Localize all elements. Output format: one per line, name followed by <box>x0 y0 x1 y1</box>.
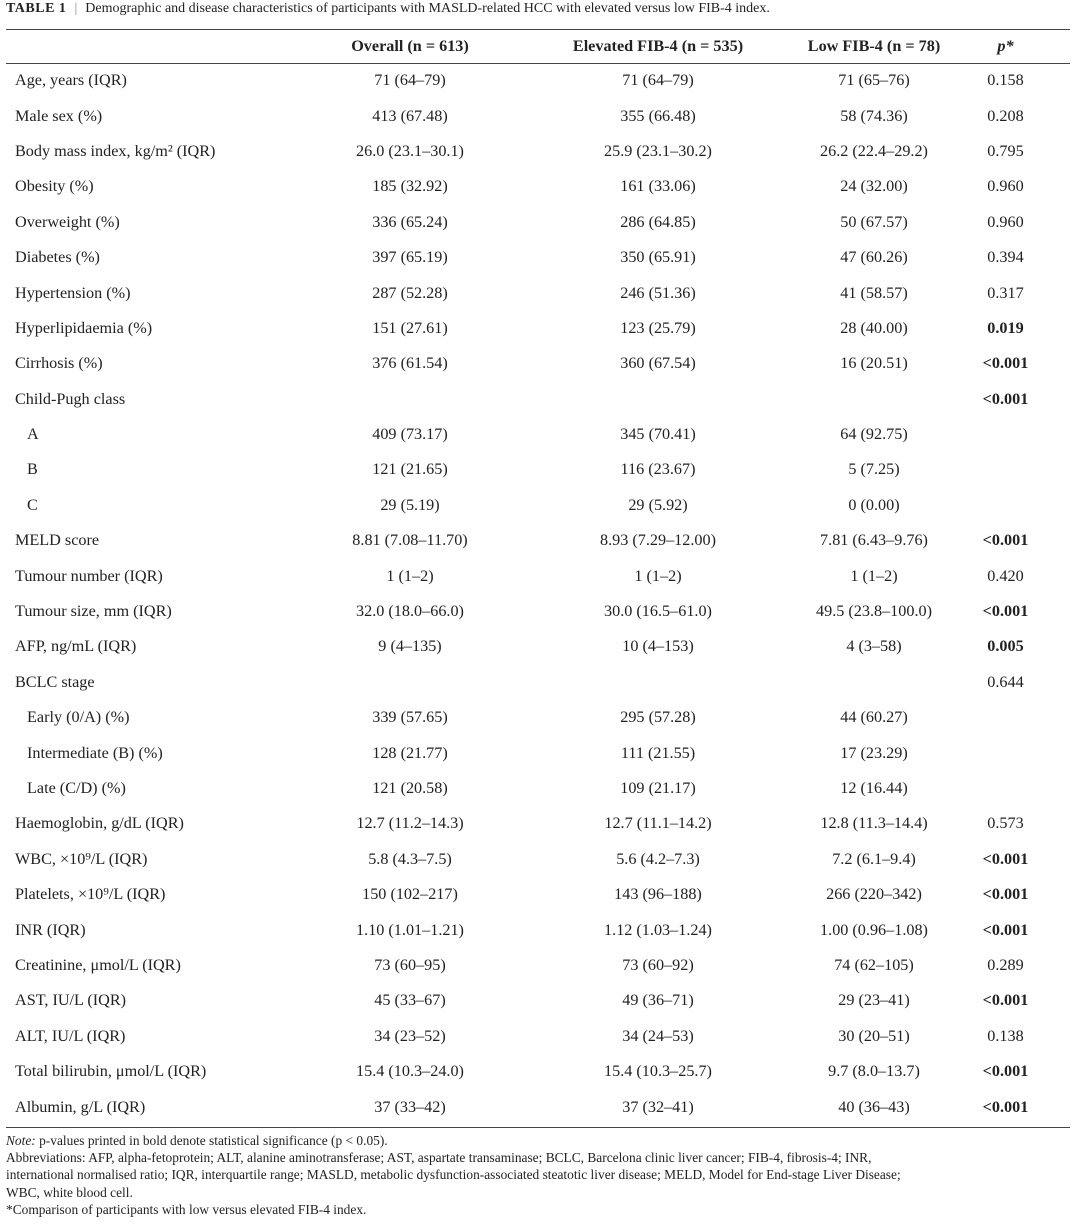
cell-low-fib4: 64 (92.75) <box>840 425 908 444</box>
cell-overall: 287 (52.28) <box>372 283 448 302</box>
row-label: Platelets, ×10⁹/L (IQR) <box>15 885 166 904</box>
cell-elevated-fib4: 355 (66.48) <box>620 106 696 125</box>
cell-overall: 413 (67.48) <box>372 106 448 125</box>
cell-overall: 8.81 (7.08–11.70) <box>352 531 468 550</box>
cell-low-fib4: 16 (20.51) <box>840 354 908 373</box>
table-row <box>6 735 1070 770</box>
table-row <box>6 877 1070 912</box>
cell-low-fib4: 12 (16.44) <box>840 779 908 797</box>
cell-overall: 121 (21.65) <box>372 460 448 479</box>
row-label: B <box>27 460 38 479</box>
table-row <box>6 771 1070 806</box>
table-row <box>6 452 1070 487</box>
row-label: INR (IQR) <box>15 920 86 939</box>
cell-elevated-fib4: 286 (64.85) <box>620 212 696 231</box>
row-label: A <box>27 425 39 444</box>
cell-low-fib4: 4 (3–58) <box>846 637 902 656</box>
header-overall: Overall (n = 613) <box>351 37 469 55</box>
cell-elevated-fib4: 295 (57.28) <box>620 708 696 727</box>
cell-low-fib4: 9.7 (8.0–13.7) <box>828 1062 920 1081</box>
significance-note: Note: p-values printed in bold denote statistical significance (p < 0.05). <box>6 1133 388 1148</box>
cell-overall: 73 (60–95) <box>374 955 446 974</box>
table-row <box>6 311 1070 346</box>
cell-elevated-fib4: 360 (67.54) <box>620 354 696 373</box>
cell-overall: 409 (73.17) <box>372 425 448 444</box>
row-label: Diabetes (%) <box>15 248 100 267</box>
row-label: AFP, ng/mL (IQR) <box>15 637 137 656</box>
cell-overall: 339 (57.65) <box>372 708 448 727</box>
row-label: Child-Pugh class <box>15 389 126 408</box>
table-row <box>6 382 1070 417</box>
cell-p-value: 0.960 <box>987 212 1024 231</box>
table-row <box>6 806 1070 841</box>
table-row <box>6 275 1070 310</box>
table-label: TABLE 1 <box>6 1 67 16</box>
cell-overall: 12.7 (11.2–14.3) <box>356 814 464 833</box>
cell-p-value: 0.158 <box>987 71 1024 90</box>
cell-overall: 37 (33–42) <box>374 1097 446 1116</box>
row-label: Haemoglobin, g/dL (IQR) <box>15 814 184 833</box>
cell-p-value: 0.317 <box>987 283 1024 302</box>
cell-low-fib4 <box>807 382 941 417</box>
table-row <box>6 169 1070 204</box>
cell-low-fib4: 5 (7.25) <box>848 460 900 479</box>
cell-p-value: 0.005 <box>987 637 1024 656</box>
cell-elevated-fib4: 143 (96–188) <box>614 885 702 904</box>
cell-elevated-fib4 <box>509 382 807 417</box>
cell-elevated-fib4: 350 (65.91) <box>620 248 696 267</box>
cell-overall: 376 (61.54) <box>372 354 448 373</box>
row-label: WBC, ×10⁹/L (IQR) <box>15 849 148 868</box>
cell-elevated-fib4: 1 (1–2) <box>634 566 682 585</box>
cell-low-fib4: 1.00 (0.96–1.08) <box>820 920 928 939</box>
cell-overall: 1 (1–2) <box>386 566 434 585</box>
cell-p-value: 0.208 <box>987 106 1024 125</box>
cell-overall <box>311 665 509 700</box>
cell-overall: 71 (64–79) <box>374 71 446 90</box>
table-row <box>6 523 1070 558</box>
table-row <box>6 948 1070 983</box>
row-label: Obesity (%) <box>15 177 94 196</box>
cell-elevated-fib4: 109 (21.17) <box>620 779 696 797</box>
cell-low-fib4: 74 (62–105) <box>834 955 914 974</box>
cell-elevated-fib4: 34 (24–53) <box>622 1026 694 1045</box>
cell-overall: 26.0 (23.1–30.1) <box>356 141 464 160</box>
cell-overall: 185 (32.92) <box>372 177 448 196</box>
cell-low-fib4 <box>807 665 941 700</box>
cell-p-value <box>941 771 1070 806</box>
cell-elevated-fib4: 123 (25.79) <box>620 318 696 337</box>
cell-low-fib4: 266 (220–342) <box>826 885 922 904</box>
cell-overall: 121 (20.58) <box>372 779 448 797</box>
row-label: Early (0/A) (%) <box>27 708 130 727</box>
row-label: Intermediate (B) (%) <box>27 743 163 762</box>
cell-p-value: <0.001 <box>982 1062 1029 1081</box>
row-label: Body mass index, kg/m² (IQR) <box>15 141 216 160</box>
table-row <box>6 417 1070 452</box>
cell-overall <box>311 382 509 417</box>
cell-overall: 5.8 (4.3–7.5) <box>368 849 452 868</box>
row-label: Albumin, g/L (IQR) <box>15 1097 146 1116</box>
cell-elevated-fib4: 71 (64–79) <box>622 71 694 90</box>
cell-overall: 397 (65.19) <box>372 248 448 267</box>
cell-low-fib4: 7.81 (6.43–9.76) <box>820 531 928 550</box>
abbreviations-line-3: WBC, white blood cell. <box>6 1184 133 1200</box>
cell-elevated-fib4 <box>509 665 807 700</box>
caption-text: Demographic and disease characteristics of participants with MASLD-related HCC with elevated versus low FIB-4 index. <box>85 1 770 16</box>
abbreviations-line-2: international normalised ratio; IQR, interquartile range; MASLD, metabolic dysfunction-associated steatotic liver disease; MELD, Model for End-stage Liver Disease; <box>6 1167 901 1183</box>
cell-low-fib4: 50 (67.57) <box>840 212 908 231</box>
row-label: C <box>27 495 38 514</box>
cell-low-fib4: 41 (58.57) <box>840 283 908 302</box>
table-row <box>6 1054 1070 1089</box>
cell-low-fib4: 58 (74.36) <box>840 106 908 125</box>
cell-low-fib4: 47 (60.26) <box>840 248 908 267</box>
table-row <box>6 665 1070 700</box>
cell-p-value: <0.001 <box>982 885 1029 904</box>
characteristics-table <box>6 30 1070 1125</box>
cell-elevated-fib4: 49 (36–71) <box>622 991 694 1010</box>
row-label: Tumour size, mm (IQR) <box>15 602 172 621</box>
cell-p-value: <0.001 <box>982 920 1029 939</box>
cell-elevated-fib4: 73 (60–92) <box>622 955 694 974</box>
cell-overall: 29 (5.19) <box>380 495 440 514</box>
table-row <box>6 63 1070 98</box>
cell-elevated-fib4: 161 (33.06) <box>620 177 696 196</box>
row-label: AST, IU/L (IQR) <box>15 991 127 1010</box>
cell-elevated-fib4: 15.4 (10.3–25.7) <box>604 1062 712 1081</box>
row-label: Cirrhosis (%) <box>15 354 103 373</box>
cell-p-value: 0.573 <box>987 814 1024 833</box>
cell-low-fib4: 24 (32.00) <box>840 177 908 196</box>
cell-low-fib4: 30 (20–51) <box>838 1026 910 1045</box>
table-row <box>6 629 1070 664</box>
cell-elevated-fib4: 29 (5.92) <box>628 495 688 514</box>
caption-separator: | <box>74 1 78 16</box>
cell-p-value: 0.644 <box>987 672 1024 691</box>
cell-elevated-fib4: 1.12 (1.03–1.24) <box>604 920 712 939</box>
table-row <box>6 700 1070 735</box>
cell-p-value: 0.394 <box>987 248 1024 267</box>
cell-elevated-fib4: 246 (51.36) <box>620 283 696 302</box>
abbreviations-line-1: Abbreviations: AFP, alpha-fetoprotein; ALT, alanine aminotransferase; AST, aspartate transaminase; BCLC, Barcelona clinic liver cancer; FIB-4, fibrosis-4; INR, <box>6 1150 872 1166</box>
cell-low-fib4: 49.5 (23.8–100.0) <box>816 602 932 621</box>
header-variable <box>6 30 311 63</box>
row-label: Total bilirubin, μmol/L (IQR) <box>15 1062 207 1081</box>
table-row <box>6 983 1070 1018</box>
row-label: Creatinine, μmol/L (IQR) <box>15 955 181 974</box>
table-caption <box>6 0 1076 18</box>
header-low-fib4: Low FIB-4 (n = 78) <box>807 37 941 55</box>
cell-elevated-fib4: 116 (23.67) <box>620 460 696 479</box>
cell-low-fib4: 28 (40.00) <box>840 318 908 337</box>
table-row <box>6 842 1070 877</box>
table-row <box>6 594 1070 629</box>
row-label: Tumour number (IQR) <box>15 566 163 585</box>
table-row <box>6 240 1070 275</box>
cell-low-fib4: 0 (0.00) <box>848 495 900 514</box>
cell-p-value: <0.001 <box>982 602 1029 621</box>
comparison-footnote: *Comparison of participants with low versus elevated FIB-4 index. <box>6 1201 367 1217</box>
bottom-rule <box>6 1127 1070 1128</box>
table-row <box>6 98 1070 133</box>
table-notes <box>6 1132 1072 1218</box>
cell-overall: 32.0 (18.0–66.0) <box>356 602 464 621</box>
header-p-value: p* <box>997 37 1014 55</box>
cell-p-value <box>941 488 1070 523</box>
cell-p-value <box>941 452 1070 487</box>
table-row <box>6 488 1070 523</box>
header-elevated-fib4: Elevated FIB-4 (n = 535) <box>572 37 744 55</box>
cell-p-value: 0.019 <box>987 318 1024 337</box>
row-label: Late (C/D) (%) <box>27 779 126 797</box>
cell-p-value: <0.001 <box>982 389 1029 408</box>
cell-overall: 128 (21.77) <box>372 743 448 762</box>
table-row <box>6 346 1070 381</box>
cell-elevated-fib4: 5.6 (4.2–7.3) <box>616 849 700 868</box>
cell-overall: 150 (102–217) <box>362 885 458 904</box>
cell-p-value: <0.001 <box>982 1097 1029 1116</box>
table-row <box>6 912 1070 947</box>
cell-overall: 45 (33–67) <box>374 991 446 1010</box>
cell-overall: 151 (27.61) <box>372 318 448 337</box>
cell-p-value: 0.138 <box>987 1026 1024 1045</box>
cell-elevated-fib4: 10 (4–153) <box>622 637 694 656</box>
cell-p-value: <0.001 <box>982 354 1029 373</box>
cell-low-fib4: 26.2 (22.4–29.2) <box>820 141 928 160</box>
cell-elevated-fib4: 25.9 (23.1–30.2) <box>604 141 712 160</box>
cell-low-fib4: 1 (1–2) <box>850 566 898 585</box>
cell-low-fib4: 44 (60.27) <box>840 708 908 727</box>
cell-elevated-fib4: 12.7 (11.1–14.2) <box>604 814 712 833</box>
cell-low-fib4: 17 (23.29) <box>840 743 908 762</box>
cell-elevated-fib4: 8.93 (7.29–12.00) <box>600 531 716 550</box>
row-label: BCLC stage <box>15 672 95 691</box>
cell-p-value: 0.795 <box>987 141 1024 160</box>
cell-p-value <box>941 700 1070 735</box>
cell-p-value <box>941 735 1070 770</box>
cell-overall: 34 (23–52) <box>374 1026 446 1045</box>
cell-p-value: 0.420 <box>987 566 1024 585</box>
cell-p-value: 0.289 <box>987 955 1024 974</box>
cell-low-fib4: 29 (23–41) <box>838 991 910 1010</box>
row-label: ALT, IU/L (IQR) <box>15 1026 126 1045</box>
table-body <box>6 63 1070 1125</box>
cell-p-value: <0.001 <box>982 849 1029 868</box>
cell-low-fib4: 40 (36–43) <box>838 1097 910 1116</box>
cell-p-value: 0.960 <box>987 177 1024 196</box>
row-label: MELD score <box>15 531 100 550</box>
cell-overall: 15.4 (10.3–24.0) <box>356 1062 464 1081</box>
row-label: Hyperlipidaemia (%) <box>15 318 153 337</box>
table-row <box>6 1089 1070 1124</box>
cell-low-fib4: 12.8 (11.3–14.4) <box>820 814 928 833</box>
header-row <box>6 30 1070 63</box>
cell-p-value: <0.001 <box>982 531 1029 550</box>
row-label: Male sex (%) <box>15 106 103 125</box>
cell-p-value <box>941 417 1070 452</box>
table-row <box>6 558 1070 593</box>
cell-low-fib4: 7.2 (6.1–9.4) <box>832 849 916 868</box>
cell-elevated-fib4: 37 (32–41) <box>622 1097 694 1116</box>
table-row <box>6 205 1070 240</box>
row-label: Hypertension (%) <box>15 283 131 302</box>
cell-low-fib4: 71 (65–76) <box>838 71 910 90</box>
cell-overall: 336 (65.24) <box>372 212 448 231</box>
row-label: Overweight (%) <box>15 212 120 231</box>
table-row <box>6 134 1070 169</box>
cell-overall: 1.10 (1.01–1.21) <box>356 920 464 939</box>
table-row <box>6 1019 1070 1054</box>
cell-elevated-fib4: 30.0 (16.5–61.0) <box>604 602 712 621</box>
cell-p-value: <0.001 <box>982 991 1029 1010</box>
cell-elevated-fib4: 345 (70.41) <box>620 425 696 444</box>
cell-overall: 9 (4–135) <box>378 637 442 656</box>
row-label: Age, years (IQR) <box>15 71 127 90</box>
cell-elevated-fib4: 111 (21.55) <box>620 743 696 762</box>
